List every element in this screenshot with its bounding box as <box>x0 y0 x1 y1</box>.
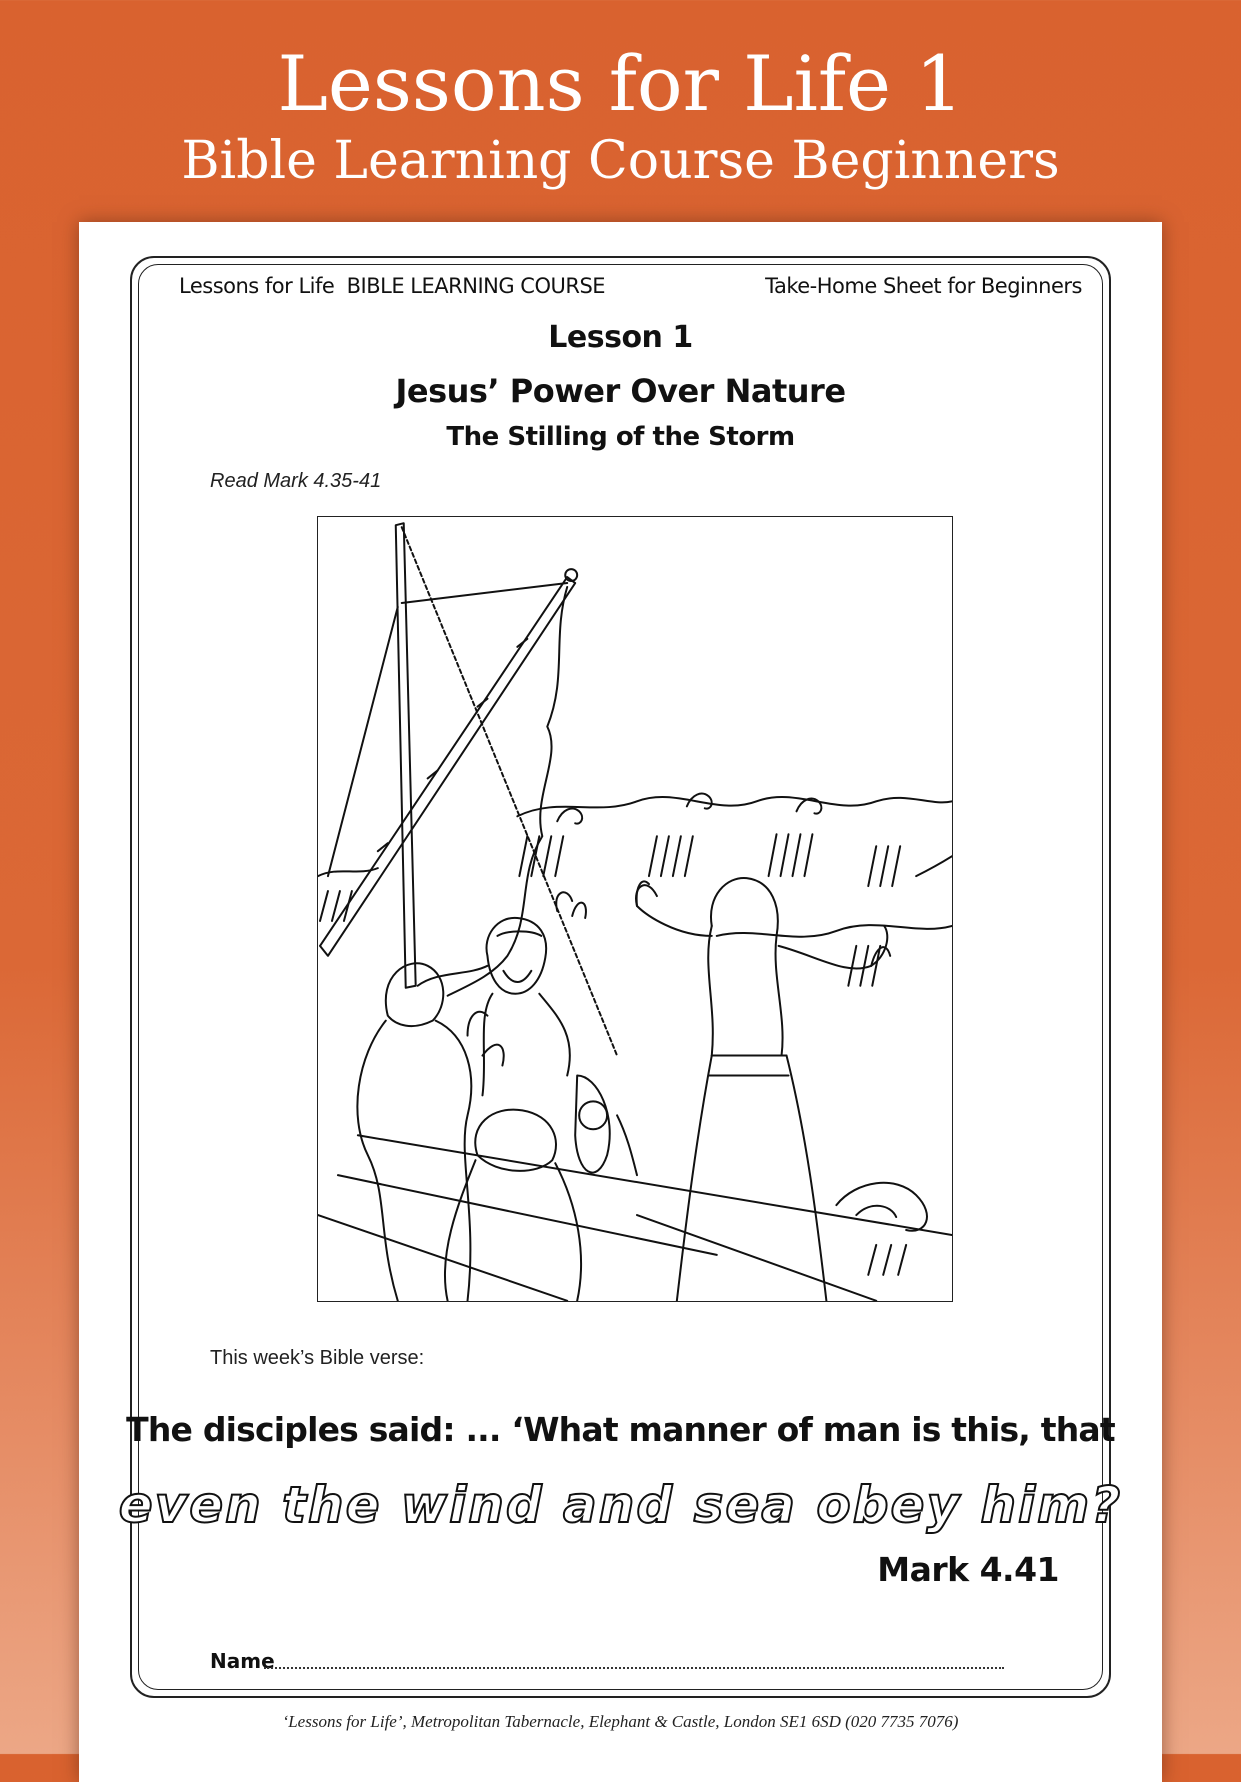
sheet-type-header: Take-Home Sheet for Beginners <box>765 274 1082 298</box>
lesson-title: Jesus’ Power Over Nature <box>395 372 846 410</box>
name-field[interactable] <box>264 1667 1004 1669</box>
lesson-subtitle: The Stilling of the Storm <box>446 422 795 452</box>
cover-title: Lessons for Life 1 <box>277 39 964 128</box>
storm-illustration <box>317 516 953 1302</box>
take-home-sheet <box>79 222 1162 1782</box>
name-label: Name <box>210 1649 275 1673</box>
lesson-number: Lesson 1 <box>548 320 693 355</box>
course-header: Lessons for Life BIBLE LEARNING COURSE <box>179 274 606 298</box>
verse-reference: Mark 4.41 <box>877 1550 1059 1589</box>
boat-in-storm-icon <box>318 517 952 1301</box>
verse-line-2: even the wind and sea obey him? <box>118 1476 1123 1534</box>
verse-line-1: The disciples said: ... ‘What manner of man is this, that <box>126 1410 1115 1449</box>
footer-address: ‘Lessons for Life’, Metropolitan Tabernacle, Elephant & Castle, London SE1 6SD (020 7735 7076) <box>282 1712 959 1731</box>
reading-reference: Read Mark 4.35-41 <box>210 470 382 492</box>
cover-subtitle: Bible Learning Course Beginners <box>181 131 1060 191</box>
verse-label: This week’s Bible verse: <box>210 1347 425 1369</box>
